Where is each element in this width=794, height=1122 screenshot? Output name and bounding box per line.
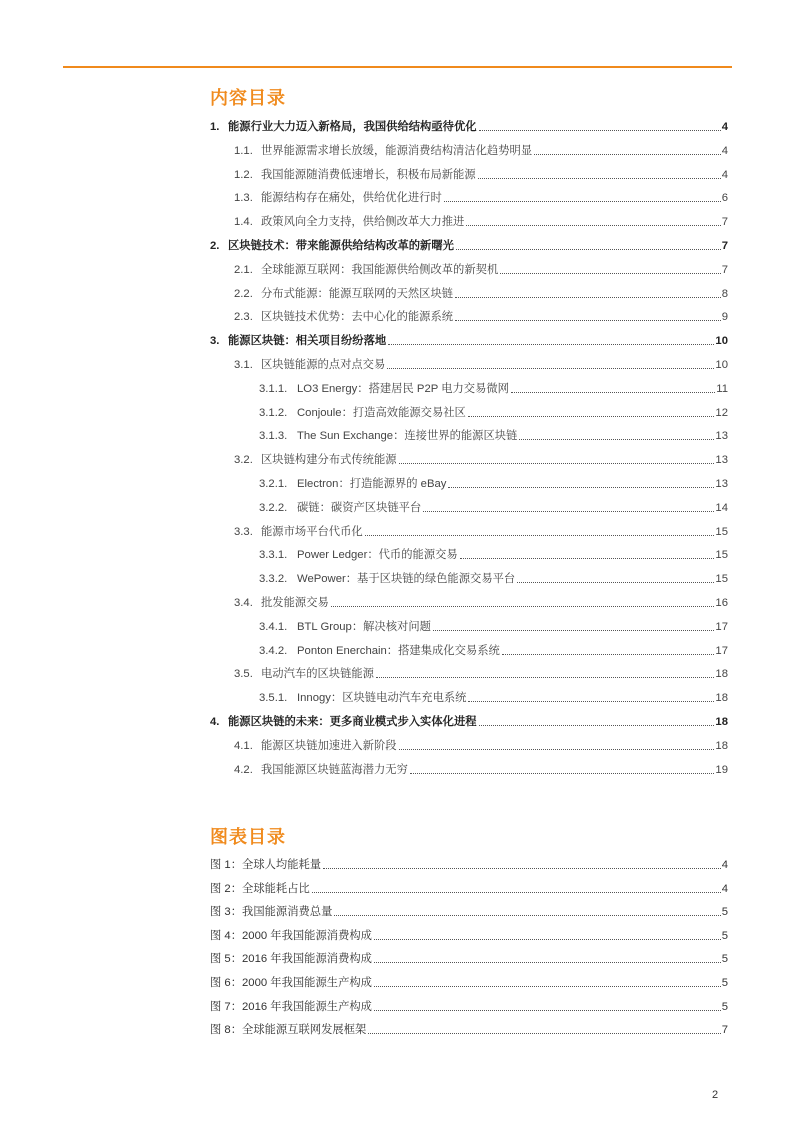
- figure-entry[interactable]: [210, 970, 728, 990]
- toc-entry[interactable]: [210, 376, 728, 396]
- entry-page: 4: [721, 144, 728, 157]
- entry-page: 9: [721, 311, 728, 324]
- entry-title: 分布式能源：能源互联网的天然区块链: [261, 287, 454, 300]
- entry-number: 2.: [210, 240, 220, 252]
- toc-entry[interactable]: [210, 185, 728, 205]
- toc-heading: 内容目录: [210, 88, 286, 108]
- entry-page: 10: [715, 359, 728, 371]
- toc-entry[interactable]: [210, 114, 728, 134]
- dot-leader: [433, 630, 715, 631]
- entry-number: 3.1.: [234, 359, 253, 371]
- dot-leader: [323, 868, 721, 869]
- entry-page: 6: [721, 192, 728, 205]
- entry-number: 1.4.: [234, 216, 253, 229]
- figure-entry[interactable]: [210, 946, 728, 966]
- dot-leader: [334, 915, 720, 916]
- entry-title: 全球人均能耗量: [242, 859, 322, 871]
- toc-entry[interactable]: [210, 257, 728, 277]
- entry-number: 2.3.: [234, 311, 253, 324]
- entry-title: Electron：打造能源界的 eBay: [297, 478, 447, 490]
- entry-number: 3.2.1.: [259, 478, 288, 490]
- entry-number: 3.3.1.: [259, 549, 288, 562]
- entry-page: 15: [715, 573, 728, 586]
- toc-entry[interactable]: [210, 495, 728, 515]
- entry-title: 我国能源区块链蓝海潜力无穷: [261, 763, 408, 776]
- entry-page: 4: [721, 882, 728, 895]
- figure-entry[interactable]: [210, 923, 728, 943]
- entry-number: 图 1：: [210, 859, 243, 871]
- entry-page: 18: [715, 692, 728, 705]
- dot-leader: [374, 939, 721, 940]
- entry-number: 图 3：: [210, 906, 243, 919]
- dot-leader: [312, 892, 721, 893]
- entry-number: 1.: [210, 121, 220, 133]
- entry-page: 15: [715, 549, 728, 562]
- entry-page: 5: [721, 977, 728, 989]
- entry-title: Power Ledger：代币的能源交易: [297, 549, 458, 562]
- toc-entry[interactable]: [210, 661, 728, 681]
- entry-page: 7: [721, 263, 728, 276]
- entry-number: 图 6：: [210, 977, 243, 989]
- entry-page: 18: [715, 716, 728, 728]
- dot-leader: [517, 582, 714, 583]
- entry-page: 14: [715, 501, 728, 514]
- entry-title: 能源行业大力迈入新格局，我国供给结构亟待优化: [228, 121, 477, 133]
- entry-number: 3.1.2.: [259, 406, 288, 419]
- toc-entry[interactable]: [210, 519, 728, 539]
- entry-page: 17: [715, 620, 728, 633]
- entry-number: 图 7：: [210, 1000, 243, 1013]
- toc-entry[interactable]: [210, 423, 728, 443]
- entry-number: 图 2：: [210, 882, 243, 895]
- dot-leader: [399, 463, 715, 464]
- toc-entry[interactable]: [210, 590, 728, 610]
- entry-number: 3.4.1.: [259, 620, 288, 633]
- entry-page: 17: [715, 644, 728, 657]
- entry-number: 3.4.2.: [259, 644, 288, 657]
- dot-leader: [368, 1033, 720, 1034]
- dot-leader: [466, 225, 720, 226]
- entry-title: 能源区块链：相关项目纷纷落地: [228, 335, 387, 348]
- entry-title: 区块链构建分布式传统能源: [261, 454, 397, 467]
- entry-number: 3.: [210, 335, 220, 348]
- dot-leader: [374, 1010, 721, 1011]
- entry-title: 区块链能源的点对点交易: [261, 359, 386, 371]
- entry-page: 18: [715, 739, 728, 752]
- entry-number: 4.2.: [234, 763, 253, 776]
- entry-page: 5: [721, 1000, 728, 1013]
- entry-number: 4.1.: [234, 739, 253, 752]
- toc-entry[interactable]: [210, 542, 728, 562]
- entry-title: 能源区块链的未来：更多商业模式步入实体化进程: [228, 716, 477, 728]
- dot-leader: [519, 439, 714, 440]
- entry-title: Innogy：区块链电动汽车充电系统: [297, 692, 467, 705]
- entry-page: 7: [721, 240, 728, 252]
- entry-number: 3.5.1.: [259, 692, 288, 705]
- header-rule: [63, 66, 732, 68]
- toc-entry[interactable]: [210, 138, 728, 158]
- dot-leader: [423, 511, 714, 512]
- entry-number: 3.1.1.: [259, 382, 288, 395]
- toc-entry[interactable]: [210, 233, 728, 253]
- entry-number: 3.1.3.: [259, 430, 288, 443]
- entry-page: 4: [721, 859, 728, 871]
- toc-entry[interactable]: [210, 614, 728, 634]
- toc-entry[interactable]: [210, 281, 728, 301]
- dot-leader: [479, 130, 721, 131]
- entry-title: BTL Group：解决核对问题: [297, 620, 431, 633]
- entry-page: 13: [715, 454, 728, 467]
- toc-entry[interactable]: [210, 685, 728, 705]
- entry-title: 世界能源需求增长放缓，能源消费结构清洁化趋势明显: [261, 144, 533, 157]
- toc-entry[interactable]: [210, 447, 728, 467]
- dot-leader: [444, 201, 721, 202]
- dot-leader: [500, 273, 720, 274]
- dot-leader: [456, 249, 721, 250]
- entry-number: 1.1.: [234, 144, 253, 157]
- dot-leader: [374, 986, 721, 987]
- dot-leader: [374, 962, 721, 963]
- entry-title: 批发能源交易: [261, 597, 329, 609]
- entry-title: 区块链技术优势：去中心化的能源系统: [261, 311, 454, 324]
- entry-page: 7: [721, 216, 728, 229]
- entry-number: 2.1.: [234, 263, 253, 276]
- entry-title: The Sun Exchange：连接世界的能源区块链: [297, 430, 518, 443]
- toc-entry[interactable]: [210, 209, 728, 229]
- dot-leader: [388, 344, 714, 345]
- entry-number: 3.3.: [234, 525, 253, 538]
- dot-leader: [534, 154, 721, 155]
- entry-number: 图 5：: [210, 953, 243, 966]
- entry-number: 1.3.: [234, 192, 253, 205]
- dot-leader: [376, 677, 714, 678]
- entry-page: 7: [721, 1024, 728, 1037]
- entry-page: 5: [721, 953, 728, 966]
- toc-entry[interactable]: [210, 400, 728, 420]
- entry-page: 5: [721, 906, 728, 919]
- dot-leader: [410, 773, 715, 774]
- entry-title: 能源区块链加速进入新阶段: [261, 739, 397, 752]
- entry-page: 8: [721, 287, 728, 300]
- figure-entry[interactable]: [210, 852, 728, 872]
- entry-number: 4.: [210, 716, 220, 728]
- entry-title: 我国能源随消费低速增长，积极布局新能源: [261, 168, 476, 181]
- toc-entry[interactable]: [210, 709, 728, 729]
- figure-entry[interactable]: [210, 994, 728, 1014]
- toc-entry[interactable]: [210, 352, 728, 372]
- entry-title: 2000 年我国能源生产构成: [242, 977, 372, 989]
- dot-leader: [502, 654, 715, 655]
- dot-leader: [460, 558, 715, 559]
- entry-page: 12: [715, 406, 728, 419]
- toc-entry[interactable]: [210, 471, 728, 491]
- entry-title: 2016 年我国能源消费构成: [242, 953, 372, 966]
- page-number: 2: [712, 1089, 719, 1101]
- dot-leader: [455, 320, 721, 321]
- entry-number: 2.2.: [234, 287, 253, 300]
- entry-title: 全球能源互联网：我国能源供给侧改革的新契机: [261, 263, 499, 276]
- entry-title: LO3 Energy：搭建居民 P2P 电力交易微网: [297, 382, 509, 395]
- toc-entry[interactable]: [210, 304, 728, 324]
- entry-title: 我国能源消费总量: [242, 906, 333, 919]
- entry-title: Conjoule：打造高效能源交易社区: [297, 406, 466, 419]
- toc-entry[interactable]: [210, 328, 728, 348]
- entry-title: 碳链：碳资产区块链平台: [297, 501, 422, 514]
- entry-title: 电动汽车的区块链能源: [261, 668, 374, 681]
- entry-page: 16: [715, 597, 728, 609]
- entry-page: 13: [715, 430, 728, 443]
- dot-leader: [468, 416, 715, 417]
- entry-title: 能源市场平台代币化: [261, 525, 363, 538]
- entry-title: WePower：基于区块链的绿色能源交易平台: [297, 573, 516, 586]
- entry-title: 全球能源互联网发展框架: [242, 1024, 367, 1037]
- entry-title: 2000 年我国能源消费构成: [242, 929, 372, 942]
- entry-page: 10: [715, 335, 728, 348]
- entry-number: 图 8：: [210, 1024, 243, 1037]
- entry-number: 3.2.: [234, 454, 253, 467]
- entry-page: 15: [715, 525, 728, 538]
- entry-page: 11: [716, 382, 728, 395]
- entry-title: 能源结构存在痛处，供给优化进行时: [261, 192, 442, 205]
- entry-number: 1.2.: [234, 168, 253, 181]
- entry-title: 全球能耗占比: [242, 882, 310, 895]
- dot-leader: [478, 178, 721, 179]
- dot-leader: [468, 701, 714, 702]
- entry-title: Ponton Enerchain：搭建集成化交易系统: [297, 644, 500, 657]
- entry-title: 政策风向全力支持，供给侧改革大力推进: [261, 216, 465, 229]
- dot-leader: [455, 297, 721, 298]
- entry-page: 4: [721, 168, 728, 181]
- entry-number: 3.5.: [234, 668, 253, 681]
- dot-leader: [387, 368, 714, 369]
- dot-leader: [331, 606, 715, 607]
- figure-entry[interactable]: [210, 876, 728, 896]
- entry-title: 区块链技术：带来能源供给结构改革的新曙光: [228, 240, 454, 252]
- toc-entry[interactable]: [210, 638, 728, 658]
- entry-number: 图 4：: [210, 929, 243, 942]
- figure-entry[interactable]: [210, 1017, 728, 1037]
- toc-entry[interactable]: [210, 162, 728, 182]
- entry-page: 18: [715, 668, 728, 681]
- entry-number: 3.2.2.: [259, 501, 288, 514]
- toc-entry[interactable]: [210, 757, 728, 777]
- entry-page: 4: [721, 121, 728, 133]
- entry-title: 2016 年我国能源生产构成: [242, 1000, 372, 1013]
- dot-leader: [448, 487, 714, 488]
- entry-page: 13: [715, 478, 728, 490]
- entry-page: 5: [721, 929, 728, 942]
- entry-page: 19: [715, 763, 728, 776]
- toc-entry[interactable]: [210, 566, 728, 586]
- entry-number: 3.4.: [234, 597, 253, 609]
- toc-entry[interactable]: [210, 733, 728, 753]
- figure-entry[interactable]: [210, 899, 728, 919]
- entry-number: 3.3.2.: [259, 573, 288, 586]
- dot-leader: [511, 392, 715, 393]
- figures-heading: 图表目录: [210, 827, 286, 847]
- dot-leader: [479, 725, 715, 726]
- dot-leader: [399, 749, 715, 750]
- dot-leader: [365, 535, 715, 536]
